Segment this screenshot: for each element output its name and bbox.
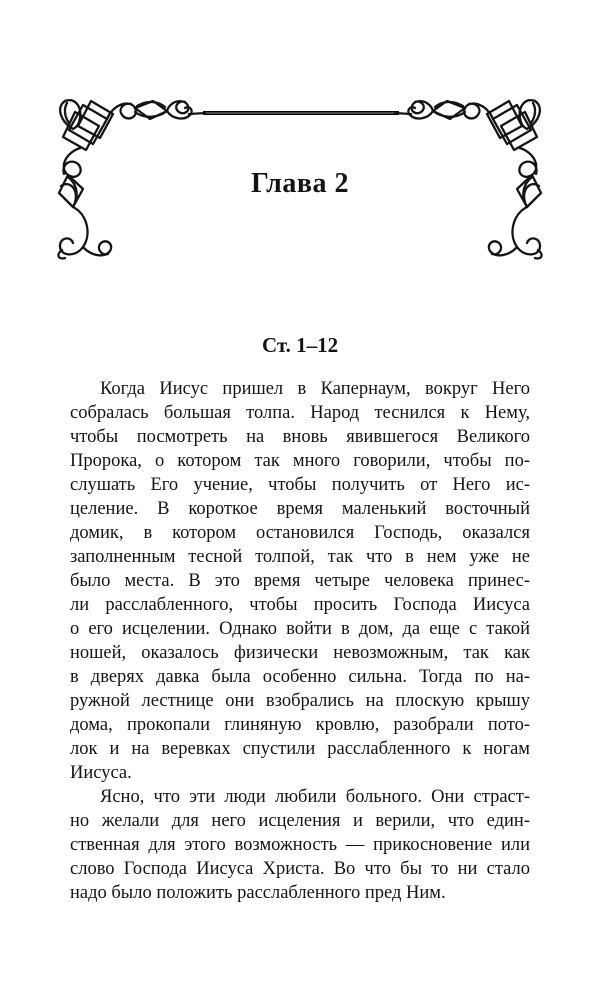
text-line: домик, в котором остановился Господь, оказался bbox=[70, 523, 530, 543]
paragraph bbox=[70, 377, 530, 785]
text-line: надо было положить расслабленного пред Ним. bbox=[70, 883, 446, 903]
section-title: Ст. 1–12 bbox=[261, 333, 339, 357]
text-line: Пророка, о котором так много говорили, чтобы по- bbox=[70, 451, 530, 471]
text-line: чтобы посмотреть на вновь явившегося Великого bbox=[70, 427, 530, 447]
text-line: заполненным тесной толпой, так что в нем уже не bbox=[70, 547, 530, 567]
body-text bbox=[70, 377, 530, 905]
text-line: о его исцелении. Однако войти в дом, да еще с такой bbox=[70, 619, 530, 639]
text-line: ношей, оказалось физически невозможным, так как bbox=[70, 643, 530, 663]
text-line: было места. В это время четыре человека принес- bbox=[70, 571, 530, 591]
text-line: дома, прокопали глиняную кровлю, разобрали пото- bbox=[70, 715, 530, 735]
text-line: Ясно, что эти люди любили больного. Они страст- bbox=[100, 787, 530, 807]
text-line: слушать Его учение, чтобы получить от Него ис- bbox=[70, 475, 530, 495]
text-line: Иисуса. bbox=[70, 763, 132, 783]
header-rule bbox=[203, 111, 399, 115]
text-line: собралась большая толпа. Народ теснился к Нему, bbox=[70, 403, 530, 423]
text-line: целение. В короткое время маленький восточный bbox=[70, 499, 530, 519]
text-line: ственная для этого возможность — прикосновение или bbox=[70, 835, 530, 855]
text-line: лок и на веревках спустили расслабленного к ногам bbox=[70, 739, 530, 759]
text-line: но желали для него исцеления и верили, что един- bbox=[70, 811, 530, 831]
text-line: слово Господа Иисуса Христа. Во что бы то ни стало bbox=[70, 859, 530, 879]
chapter-title: Глава 2 bbox=[251, 168, 349, 199]
text-line: Когда Иисус пришел в Капернаум, вокруг Него bbox=[100, 379, 530, 399]
text-line: в дверях давка была особенно сильна. Тогда по на- bbox=[70, 667, 530, 687]
text-line: ли расслабленного, чтобы просить Господа Иисуса bbox=[70, 595, 530, 615]
paragraph bbox=[70, 785, 530, 905]
text-line: ружной лестнице они взобрались на плоскую крышу bbox=[70, 691, 530, 711]
